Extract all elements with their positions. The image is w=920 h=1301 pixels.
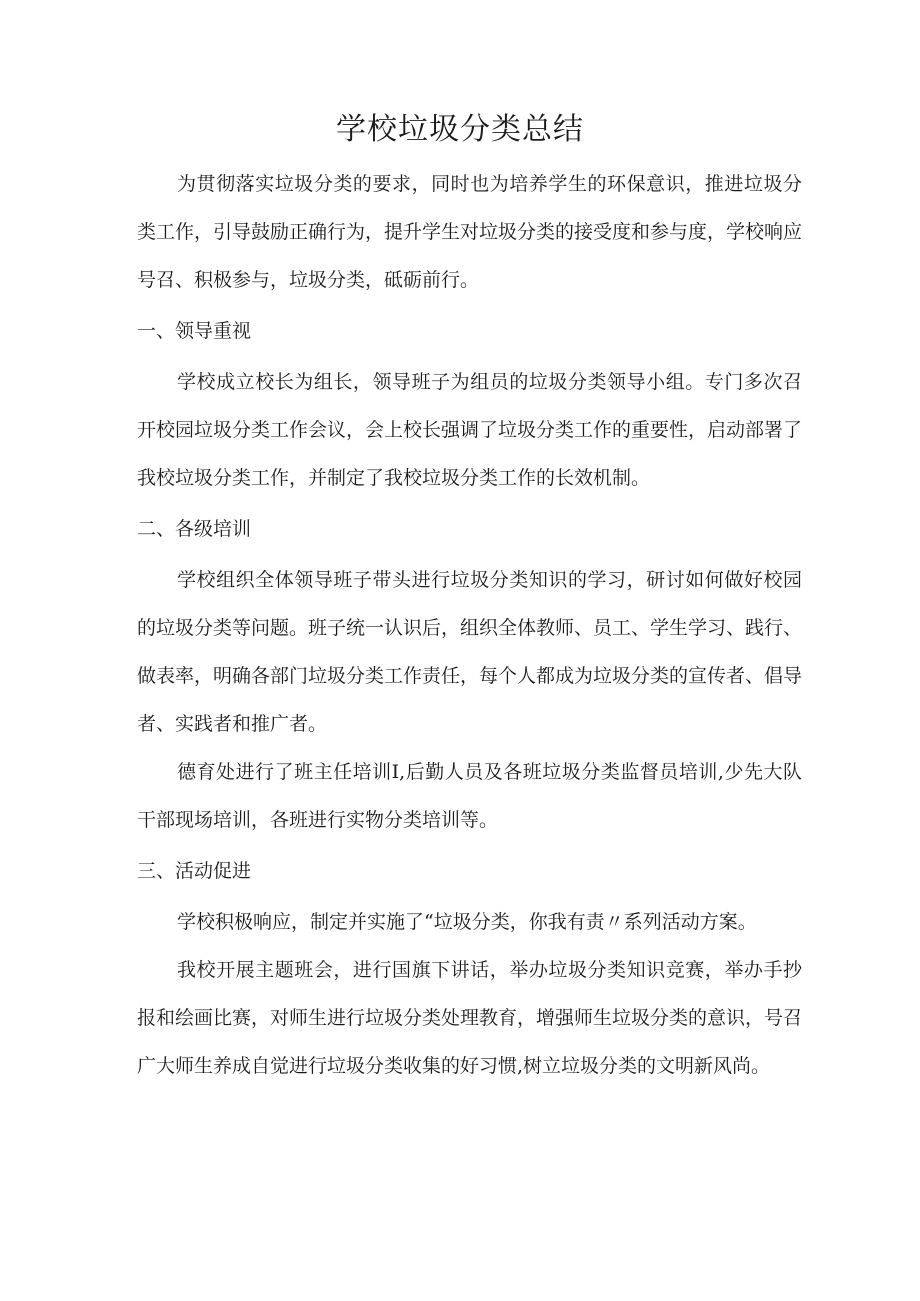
- document-title: 学校垃圾分类总结: [336, 112, 584, 147]
- section-heading-leadership: 一、领导重视: [137, 320, 252, 342]
- section-heading-training: 二、各级培训: [137, 518, 252, 540]
- section-paragraph: 学校组织全体领导班子带头进行垃圾分类知识的学习，研讨如何做好校园的垃圾分类等问题。班子统一认识后，组织全体教师、员工、学生学习、践行、做表率，明确各部门垃圾分类工作责任，每个人都成为垃圾分类的宣传者、倡导者、实践者和推广者。: [137, 569, 803, 735]
- intro-paragraph: 为贯彻落实垃圾分类的要求，同时也为培养学生的环保意识，推进垃圾分类工作，引导鼓励正确行为，提升学生对垃圾分类的接受度和参与度，学校响应号召、积极参与，垃圾分类，砥砺前行。: [137, 173, 803, 291]
- section-paragraph: 学校积极响应，制定并实施了“垃圾分类，你我有责〃系列活动方案。: [177, 911, 757, 933]
- section-paragraph: 学校成立校长为组长，领导班子为组员的垃圾分类领导小组。专门多次召开校园垃圾分类工作会议，会上校长强调了垃圾分类工作的重要性，启动部署了我校垃圾分类工作，并制定了我校垃圾分类工作的长效机制。: [137, 371, 803, 489]
- section-heading-activities: 三、活动促进: [137, 860, 252, 882]
- section-paragraph: 德育处进行了班主任培训I,后勤人员及各班垃圾分类监督员培训,少先大队干部现场培训，各班进行实物分类培训等。: [137, 761, 802, 831]
- section-paragraph: 我校开展主题班会，进行国旗下讲话，举办垃圾分类知识竞赛，举办手抄报和绘画比赛，对师生进行垃圾分类处理教育，增强师生垃圾分类的意识，号召广大师生养成自觉进行垃圾分类收集的好习惯,树立垃圾分类的文明新风尚。: [137, 959, 803, 1077]
- document-body: [137, 160, 802, 1090]
